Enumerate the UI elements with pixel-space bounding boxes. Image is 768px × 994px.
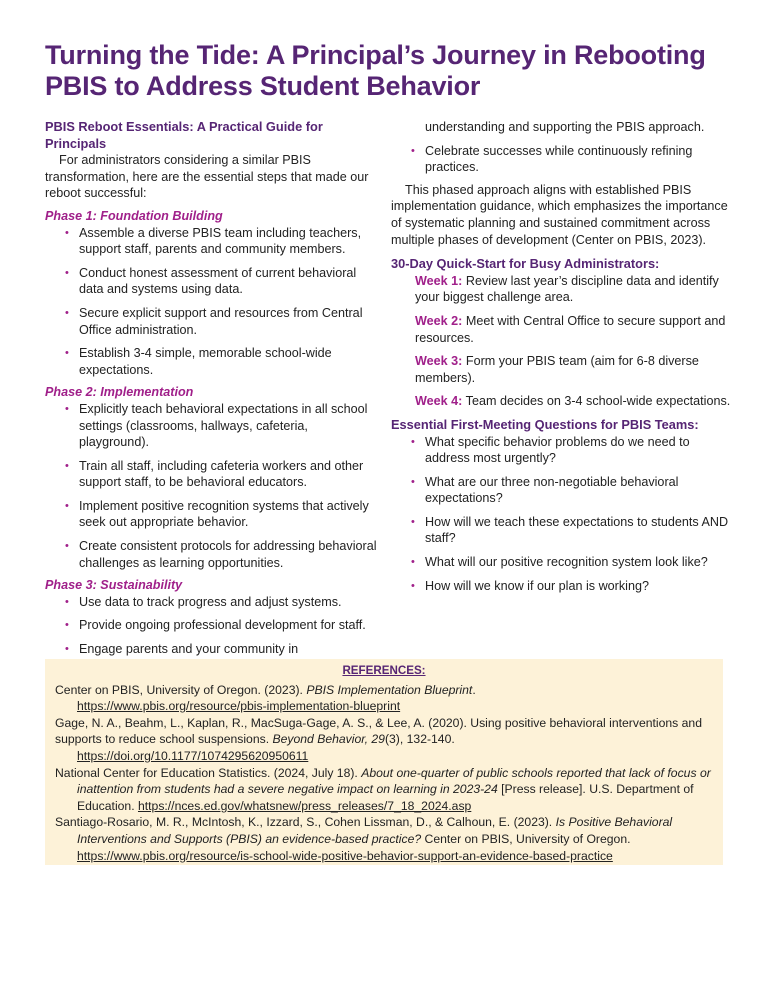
- quickstart-heading: 30-Day Quick-Start for Busy Administrators:: [391, 256, 660, 272]
- section-heading-guide: PBIS Reboot Essentials: A Practical Guide for Principals: [45, 119, 323, 151]
- quickstart-list: [391, 273, 731, 410]
- reference-title: PBIS Implementation Blueprint: [306, 682, 473, 697]
- reference-text: Santiago-Rosario, M. R., McIntosh, K., Izzard, S., Cohen Lissman, D., & Calhoun, E. (2023).: [55, 815, 556, 830]
- list-item: • Assemble a diverse PBIS team including teachers, support staff, parents and community members.: [65, 225, 380, 258]
- reference-item: [55, 682, 713, 715]
- list-item: • Use data to track progress and adjust systems.: [65, 594, 380, 611]
- references-title: REFERENCES:: [342, 664, 426, 677]
- questions-list: [391, 434, 731, 595]
- week-item: [391, 273, 731, 306]
- references-box: [45, 659, 723, 865]
- list-item: • Celebrate successes while continuously refining practices.: [411, 143, 731, 176]
- phase-2-list: [45, 401, 380, 571]
- reference-title: Beyond Behavior, 29: [272, 732, 385, 747]
- phase-3-list: [45, 594, 380, 658]
- reference-link[interactable]: https://www.pbis.org/resource/is-school-wide-positive-behavior-support-an-evidence-based-practice: [77, 848, 613, 863]
- list-item-continued: understanding and supporting the PBIS approach.: [425, 120, 705, 134]
- left-column: [45, 119, 380, 658]
- list-item: • Secure explicit support and resources from Central Office administration.: [65, 305, 380, 338]
- list-item: • What are our three non-negotiable behavioral expectations?: [411, 474, 731, 507]
- list-item: • Create consistent protocols for addressing behavioral challenges as learning opportunities.: [65, 538, 380, 571]
- week-label: Week 3:: [415, 354, 463, 369]
- reference-link[interactable]: https://www.pbis.org/resource/pbis-implementation-blueprint: [77, 699, 401, 714]
- intro-paragraph: For administrators considering a similar PBIS transformation, here are the essential steps that made our reboot successful:: [45, 153, 369, 201]
- phase-1-list: [45, 225, 380, 379]
- phase-1-heading: Phase 1: Foundation Building: [45, 208, 223, 223]
- week-label: Week 1:: [415, 273, 463, 288]
- week-label: Week 2:: [415, 313, 463, 328]
- list-item: • Establish 3-4 simple, memorable school-wide expectations.: [65, 345, 380, 378]
- page-title: Turning the Tide: A Principal’s Journey in Rebooting PBIS to Address Student Behavior: [45, 40, 706, 101]
- week-text: Team decides on 3-4 school-wide expectations.: [462, 394, 731, 409]
- reference-title: Is Positive Behavioral Interventions and Supports (PBIS) an evidence-based practice?: [77, 815, 673, 846]
- week-text: Form your PBIS team (aim for 6-8 diverse members).: [415, 354, 699, 385]
- list-item: • Engage parents and your community in: [65, 641, 380, 658]
- list-item: • How will we know if our plan is working?: [411, 578, 731, 595]
- reference-text: Center on PBIS, University of Oregon. (2023).: [55, 682, 307, 697]
- list-item: • What will our positive recognition system look like?: [411, 554, 731, 571]
- week-item: [391, 353, 731, 386]
- week-text: Review last year’s discipline data and identify your biggest challenge area.: [415, 273, 719, 305]
- reference-link[interactable]: https://doi.org/10.1177/1074295620950611: [77, 748, 309, 763]
- week-item: [391, 313, 731, 346]
- week-text: Meet with Central Office to secure support and resources.: [415, 313, 726, 345]
- list-item: • What specific behavior problems do we need to address most urgently?: [411, 434, 731, 467]
- reference-text: Gage, N. A., Beahm, L., Kaplan, R., MacSuga-Gage, A. S., & Lee, A. (2020). Using positive behavioral interventions and supports to reduce school suspensions.: [55, 715, 702, 747]
- reference-text: .: [472, 682, 476, 697]
- right-column: [391, 119, 731, 594]
- reference-title: About one-quarter of public schools reported that lack of focus or inattention from students had a severe negative impact on learning in 2023-24: [77, 765, 711, 797]
- week-label: Week 4:: [415, 394, 463, 409]
- reference-item: [55, 814, 713, 864]
- questions-heading: Essential First-Meeting Questions for PBIS Teams:: [391, 416, 699, 432]
- reference-text: (3), 132-140.: [384, 732, 455, 747]
- list-item: • Provide ongoing professional development for staff.: [65, 617, 380, 634]
- list-item: • Implement positive recognition systems that actively seek out appropriate behavior.: [65, 498, 380, 531]
- reference-link[interactable]: https://nces.ed.gov/whatsnew/press_releases/7_18_2024.asp: [137, 798, 472, 813]
- reference-text: [Press release]. U.S. Department of Education.: [77, 782, 694, 813]
- phase-3-heading: Phase 3: Sustainability: [45, 578, 183, 593]
- list-item: • Train all staff, including cafeteria workers and other support staff, to be behavioral educators.: [65, 458, 380, 491]
- list-item: • Conduct honest assessment of current behavioral data and systems using data.: [65, 265, 380, 298]
- list-item: • How will we teach these expectations to students AND staff?: [411, 514, 731, 547]
- phased-approach-paragraph: This phased approach aligns with established PBIS implementation guidance, which emphasizes the importance of systematic planning and sustained commitment across multiple phases of development (Center on PBIS, 2023).: [391, 182, 728, 247]
- reference-text: Center on PBIS, University of Oregon.: [421, 831, 631, 846]
- reference-item: [55, 765, 713, 815]
- phase-3-list-continued: [391, 143, 731, 176]
- reference-text: National Center for Education Statistics. (2024, July 18).: [55, 765, 362, 780]
- reference-item: [55, 715, 713, 765]
- week-item: [391, 393, 731, 410]
- phase-2-heading: Phase 2: Implementation: [45, 385, 194, 400]
- list-item: • Explicitly teach behavioral expectations in all school settings (classrooms, hallways, cafeteria, playground).: [65, 401, 380, 451]
